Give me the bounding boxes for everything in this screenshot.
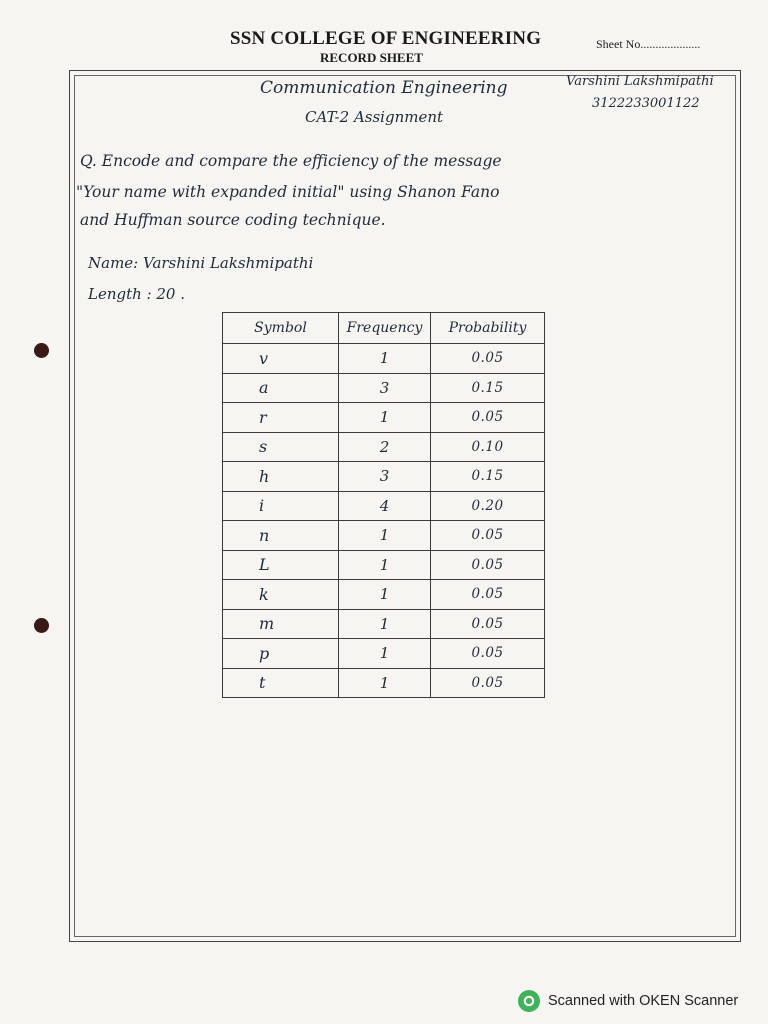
probability-cell: 0.05 xyxy=(431,403,545,433)
scanner-text: Scanned with OKEN Scanner xyxy=(548,993,739,1009)
table-row xyxy=(223,462,545,492)
probability-cell: 0.05 xyxy=(431,609,545,639)
frequency-cell: 1 xyxy=(339,521,431,551)
probability-cell: 0.15 xyxy=(431,373,545,403)
frequency-cell: 2 xyxy=(339,432,431,462)
assignment-title: CAT-2 Assignment xyxy=(305,108,444,126)
frequency-cell: 3 xyxy=(339,462,431,492)
register-number: 3122233001122 xyxy=(592,96,700,111)
length-line: Length : 20 . xyxy=(88,285,186,303)
table-row xyxy=(223,491,545,521)
probability-cell: 0.20 xyxy=(431,491,545,521)
frequency-cell: 1 xyxy=(339,639,431,669)
symbol-cell: h xyxy=(223,462,339,492)
frequency-cell: 1 xyxy=(339,609,431,639)
table-row xyxy=(223,550,545,580)
probability-cell: 0.05 xyxy=(431,639,545,669)
table-header-row xyxy=(223,313,545,344)
oken-scanner-logo-icon xyxy=(518,990,540,1012)
binder-hole xyxy=(34,618,49,633)
frequency-cell: 1 xyxy=(339,580,431,610)
probability-cell: 0.10 xyxy=(431,432,545,462)
question-line-1: Q. Encode and compare the efficiency of the message xyxy=(80,152,502,170)
frequency-cell: 1 xyxy=(339,344,431,374)
frequency-cell: 1 xyxy=(339,550,431,580)
record-sheet-title: RECORD SHEET xyxy=(320,50,423,65)
symbol-cell: r xyxy=(223,403,339,433)
scanner-watermark xyxy=(518,990,738,1012)
probability-cell: 0.05 xyxy=(431,668,545,698)
table-row xyxy=(223,639,545,669)
header-probability: Probability xyxy=(431,313,545,344)
symbol-cell: m xyxy=(223,609,339,639)
symbol-cell: t xyxy=(223,668,339,698)
symbol-cell: p xyxy=(223,639,339,669)
frequency-cell: 1 xyxy=(339,403,431,433)
frequency-cell: 4 xyxy=(339,491,431,521)
frequency-cell: 1 xyxy=(339,668,431,698)
question-line-3: and Huffman source coding technique. xyxy=(80,211,386,229)
header-frequency: Frequency xyxy=(339,313,431,344)
probability-cell: 0.05 xyxy=(431,521,545,551)
table-row xyxy=(223,373,545,403)
symbol-cell: v xyxy=(223,344,339,374)
table-row xyxy=(223,432,545,462)
student-name: Varshini Lakshmipathi xyxy=(566,74,714,89)
question-line-2: "Your name with expanded initial" using Shanon Fano xyxy=(76,183,500,201)
name-line: Name: Varshini Lakshmipathi xyxy=(88,254,314,272)
binder-hole xyxy=(34,343,49,358)
symbol-cell: i xyxy=(223,491,339,521)
frequency-cell: 3 xyxy=(339,373,431,403)
frequency-table xyxy=(222,312,545,698)
college-name: SSN COLLEGE OF ENGINEERING xyxy=(230,28,542,49)
table-row xyxy=(223,609,545,639)
table-row xyxy=(223,403,545,433)
header-symbol: Symbol xyxy=(223,313,339,344)
probability-cell: 0.15 xyxy=(431,462,545,492)
sheet-number: Sheet No.................... xyxy=(596,37,701,51)
probability-cell: 0.05 xyxy=(431,580,545,610)
table-row xyxy=(223,344,545,374)
symbol-cell: a xyxy=(223,373,339,403)
subject-title: Communication Engineering xyxy=(260,78,508,98)
symbol-cell: k xyxy=(223,580,339,610)
table-body xyxy=(223,344,545,698)
symbol-cell: n xyxy=(223,521,339,551)
table-row xyxy=(223,580,545,610)
symbol-cell: s xyxy=(223,432,339,462)
table-row xyxy=(223,668,545,698)
probability-cell: 0.05 xyxy=(431,550,545,580)
probability-cell: 0.05 xyxy=(431,344,545,374)
table-row xyxy=(223,521,545,551)
symbol-cell: L xyxy=(223,550,339,580)
